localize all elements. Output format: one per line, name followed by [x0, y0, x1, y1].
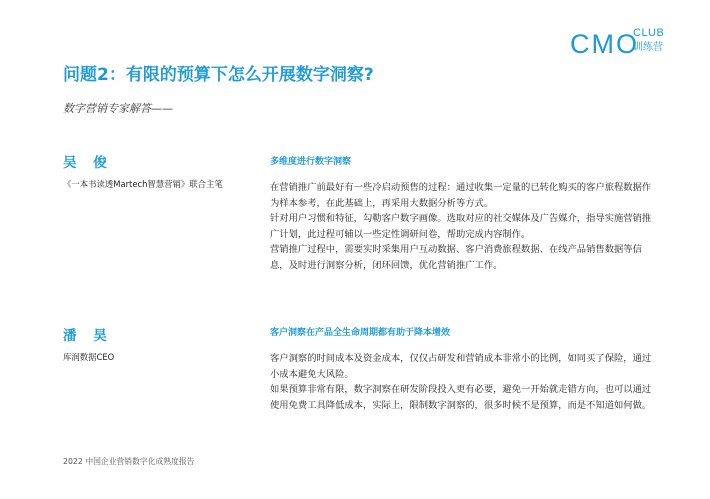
expert-title: 《一本书读透Martech智慧营销》联合主笔	[63, 179, 223, 189]
answer-paragraph: 营销推广过程中，需要实时采集用户互动数据、客户消费旅程数据、在线产品销售数据等信息，及时进行洞察分析，闭环回馈，优化营销推广工作。	[270, 244, 642, 271]
expert-answer	[270, 180, 655, 274]
answer-paragraph: 针对用户习惯和特征，勾勒客户数字画像。选取对应的社交媒体及广告媒介，指导实施营销推广计划，此过程可辅以一些定性调研问卷，帮助完成内容制作。	[270, 213, 652, 240]
expert-topic: 客户洞察在产品全生命周期都有助于降本增效	[270, 328, 451, 338]
footer-report-title: 2022 中国企业营销数字化成熟度报告	[63, 457, 195, 466]
logo-club-text: CLUB	[633, 27, 665, 39]
logo-main-text: CMO	[570, 29, 639, 59]
page-subtitle: 数字营销专家解答——	[63, 102, 173, 115]
expert-title: 库润数据CEO	[63, 352, 115, 362]
page-title: 问题2：有限的预算下怎么开展数字洞察?	[63, 65, 374, 85]
expert-topic: 多维度进行数字洞察	[270, 157, 352, 167]
expert-name: 吴 俊	[63, 155, 113, 171]
expert-answer	[270, 351, 655, 413]
answer-paragraph: 客户洞察的时间成本及资金成本，仅仅占研发和营销成本非常小的比例，如同买了保险，通过小成本避免大风险。	[270, 353, 652, 380]
expert-name: 潘 昊	[63, 328, 113, 344]
answer-paragraph: 在营销推广前最好有一些冷启动预售的过程：通过收集一定量的已转化购买的客户旅程数据作为样本参考，在此基础上，再采用大数据分析等方式。	[270, 182, 652, 209]
answer-paragraph: 如果预算非常有限，数字洞察在研发阶段投入更有必要，避免一开始就走错方向，也可以通过使用免费工具降低成本，实际上，限制数字洞察的，很多时候不是预算，而是不知道如何做。	[270, 384, 652, 411]
cmo-club-logo	[570, 26, 690, 60]
logo-sub-text: 训练营	[633, 42, 663, 53]
